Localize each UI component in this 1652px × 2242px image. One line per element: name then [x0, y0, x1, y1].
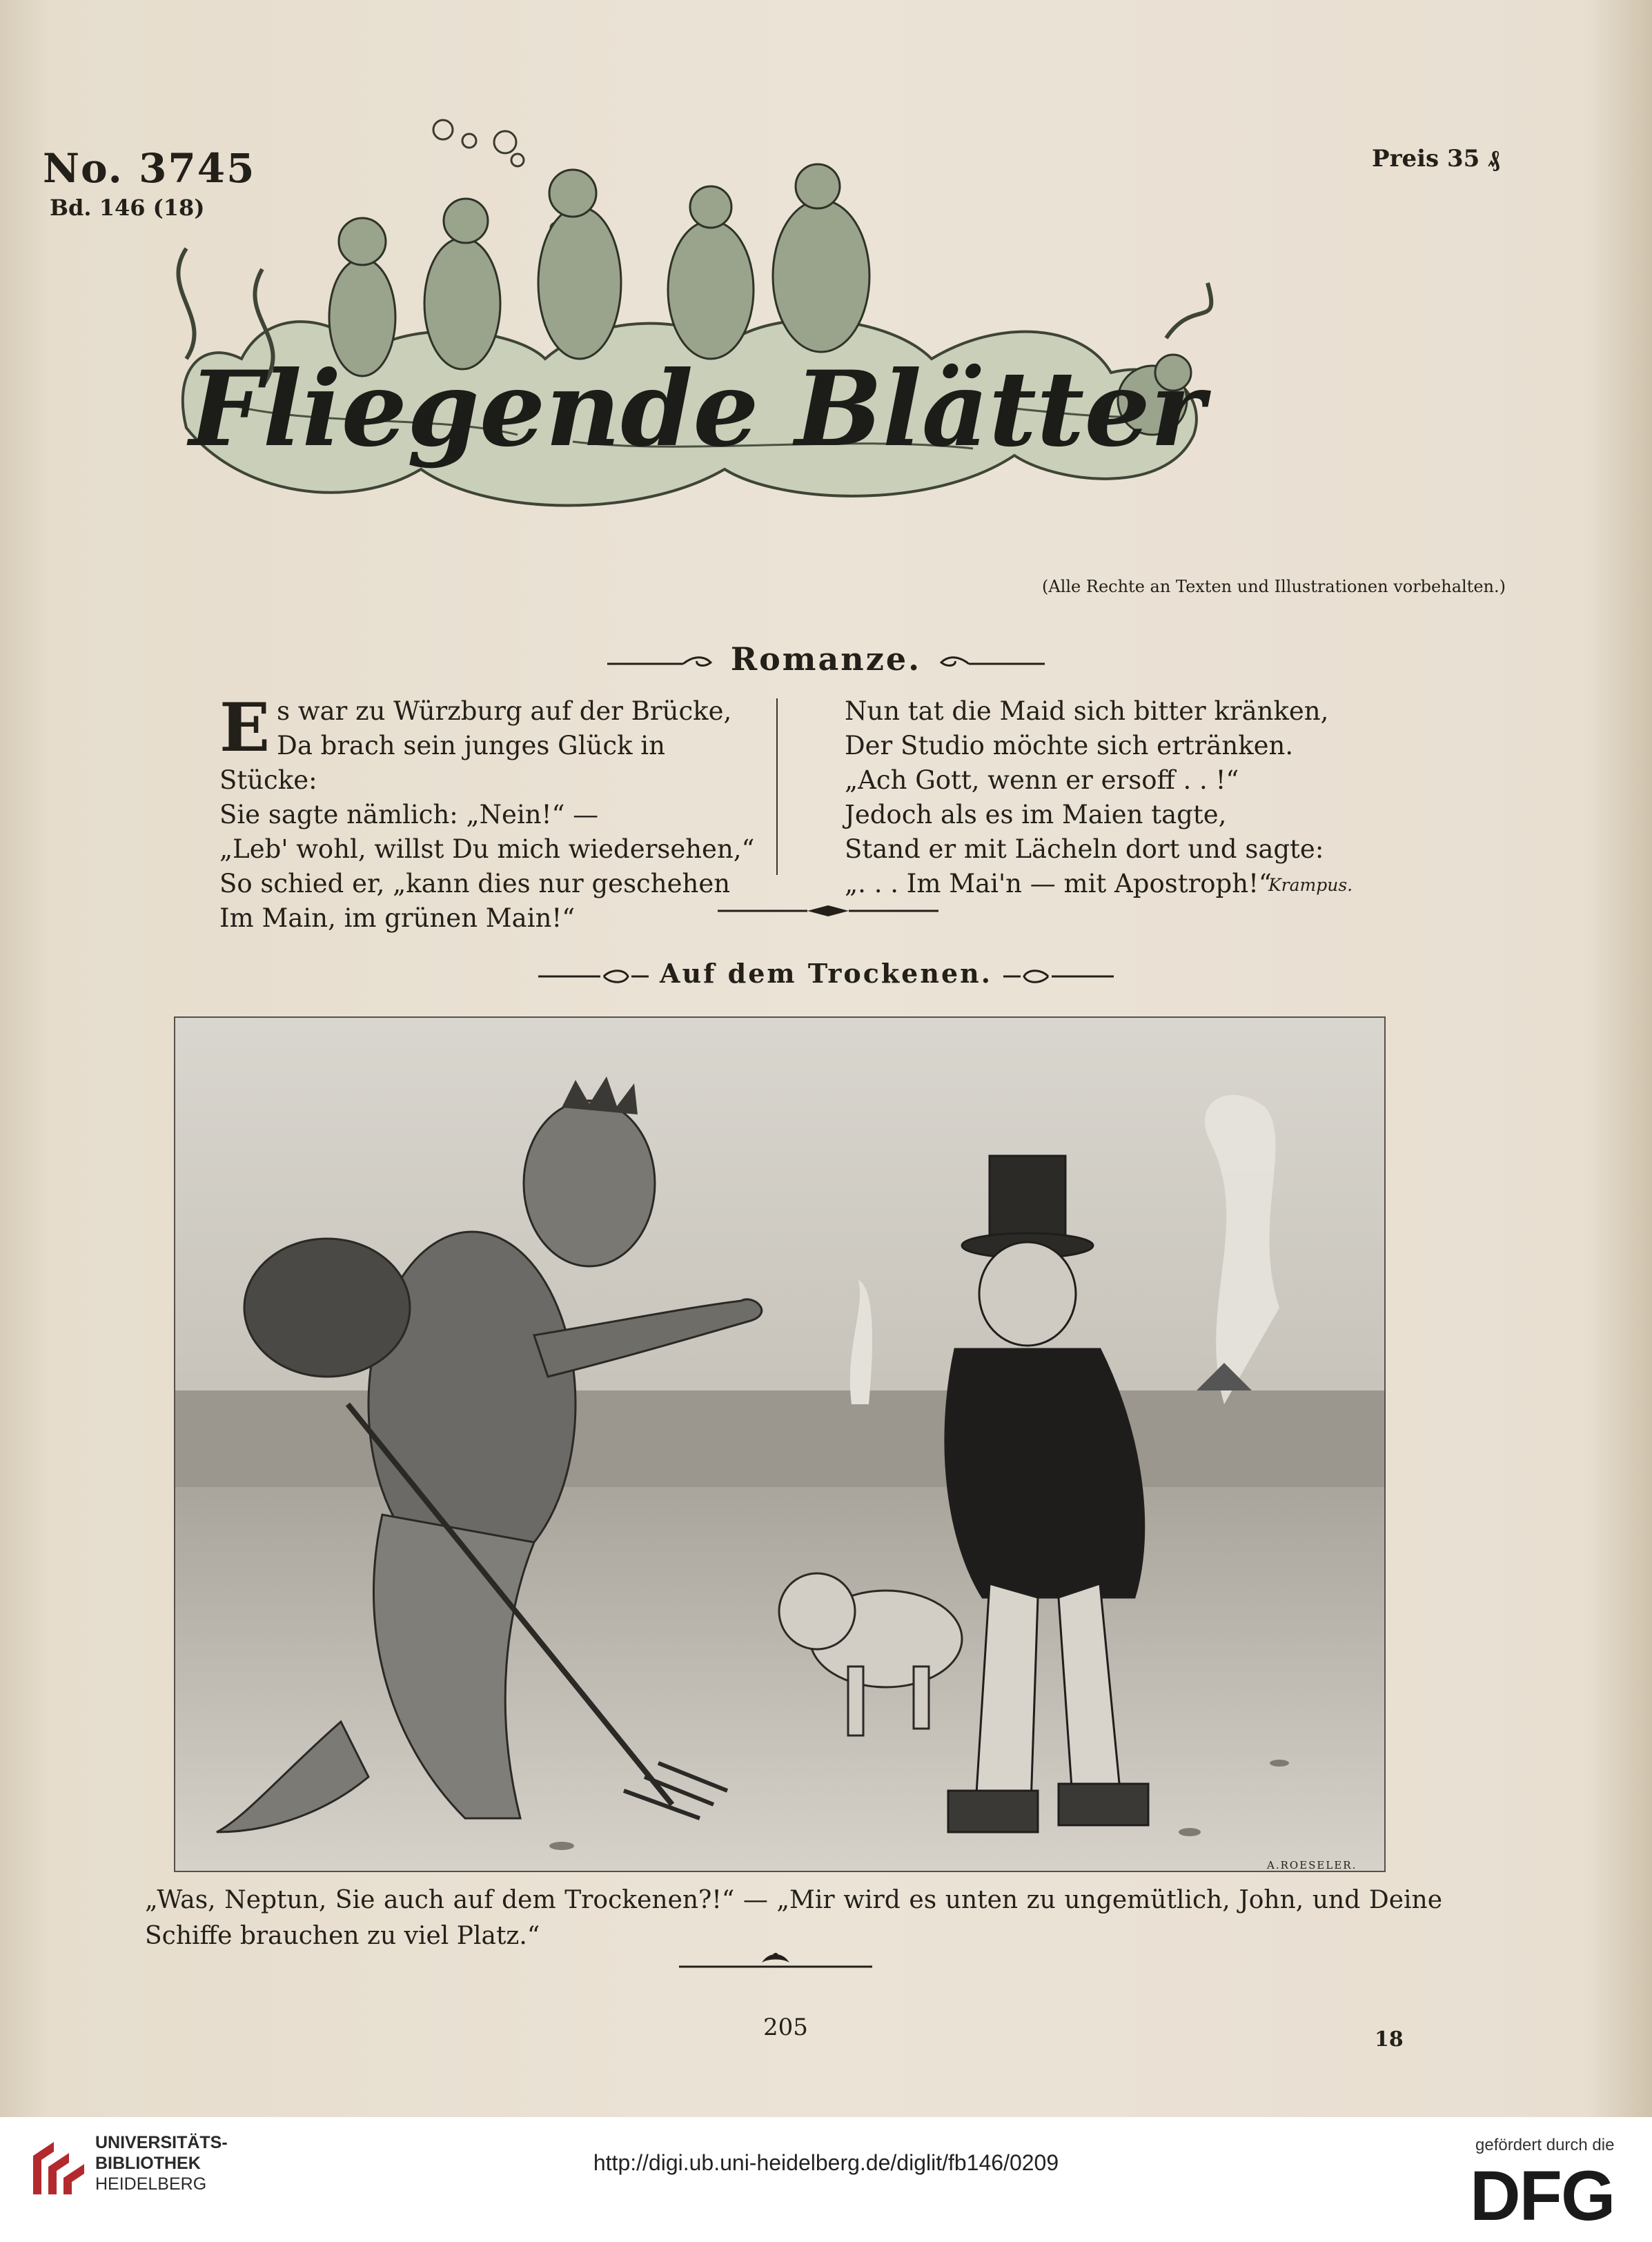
issue-mark: 18: [1375, 2027, 1404, 2052]
ornament-left-icon: [607, 654, 718, 669]
poem-line: Jedoch als es im Maien tagte,: [845, 800, 1227, 829]
illustration-title: Auf dem Trockenen.: [659, 958, 993, 989]
poem-line: Sie sagte nämlich: „Nein!“ —: [219, 800, 599, 829]
poem-author: Krampus.: [1268, 875, 1353, 895]
masthead-illustration: [159, 110, 1235, 566]
end-ornament: [672, 1947, 879, 1975]
illustration-caption: „Was, Neptun, Sie auch auf dem Trockenen?!“ — „Mir wird es unten zu ungemütlich, John, und Deine Schiffe brauchen zu viel Platz.“: [145, 1886, 1442, 1950]
issue-number: No. 3745: [43, 145, 256, 192]
footer-bar: [0, 2117, 1652, 2242]
poem-stanza-right: [845, 694, 1410, 901]
ornament-right-icon: [1003, 969, 1114, 984]
poem-line: Im Main, im grünen Main!“: [219, 903, 576, 933]
dfg-logo[interactable]: DFG: [1470, 2156, 1615, 2235]
poem-line: „. . . Im Mai'n — mit Apostroph!“: [845, 869, 1272, 898]
artist-signature: A.ROESELER.: [1267, 1859, 1357, 1871]
masthead-title: Fliegende Blätter: [189, 348, 1205, 470]
poem-line: Stand er mit Lächeln dort und sagte:: [845, 834, 1324, 864]
drop-cap: E: [219, 689, 271, 767]
poem-stanza-left: [219, 689, 758, 936]
poem-title: Romanze.: [730, 640, 922, 678]
library-name-line1: UNIVERSITÄTS-: [95, 2133, 228, 2152]
page-number: 205: [763, 2014, 808, 2041]
volume-number: Bd. 146 (18): [50, 195, 205, 221]
poem-column-divider: [776, 698, 778, 875]
poem-line: Der Studio möchte sich ertränken.: [845, 731, 1294, 760]
rights-notice: (Alle Rechte an Texten und Illustrationen vorbehalten.): [1042, 577, 1506, 596]
library-name-line3: HEIDELBERG: [95, 2174, 207, 2194]
section-divider-ornament: [704, 901, 952, 921]
funded-by-label: gefördert durch die: [1475, 2136, 1615, 2154]
neptune-illustration: [174, 1016, 1386, 1872]
poem-line: „Ach Gott, wenn er ersoff . . !“: [845, 765, 1239, 795]
poem-line: Nun tat die Maid sich bitter kränken,: [845, 696, 1329, 726]
poem-title-row: [0, 640, 1652, 678]
illustration-title-row: [0, 958, 1652, 989]
library-name-line2: BIBLIOTHEK: [95, 2154, 201, 2173]
permalink-url[interactable]: http://digi.ub.uni-heidelberg.de/diglit/fb146/0209: [593, 2150, 1059, 2175]
ornament-right-icon: [934, 654, 1045, 669]
price: Preis 35 ₰: [1372, 145, 1500, 173]
poem-line: So schied er, „kann dies nur geschehen: [219, 869, 731, 898]
poem-line: Da brach sein junges Glück in Stücke:: [219, 731, 665, 795]
ornament-left-icon: [538, 969, 649, 984]
poem-line-rest: s war zu Würzburg auf der Brücke,: [277, 696, 732, 726]
poem-line: „Leb' wohl, willst Du mich wiedersehen,“: [219, 834, 755, 864]
